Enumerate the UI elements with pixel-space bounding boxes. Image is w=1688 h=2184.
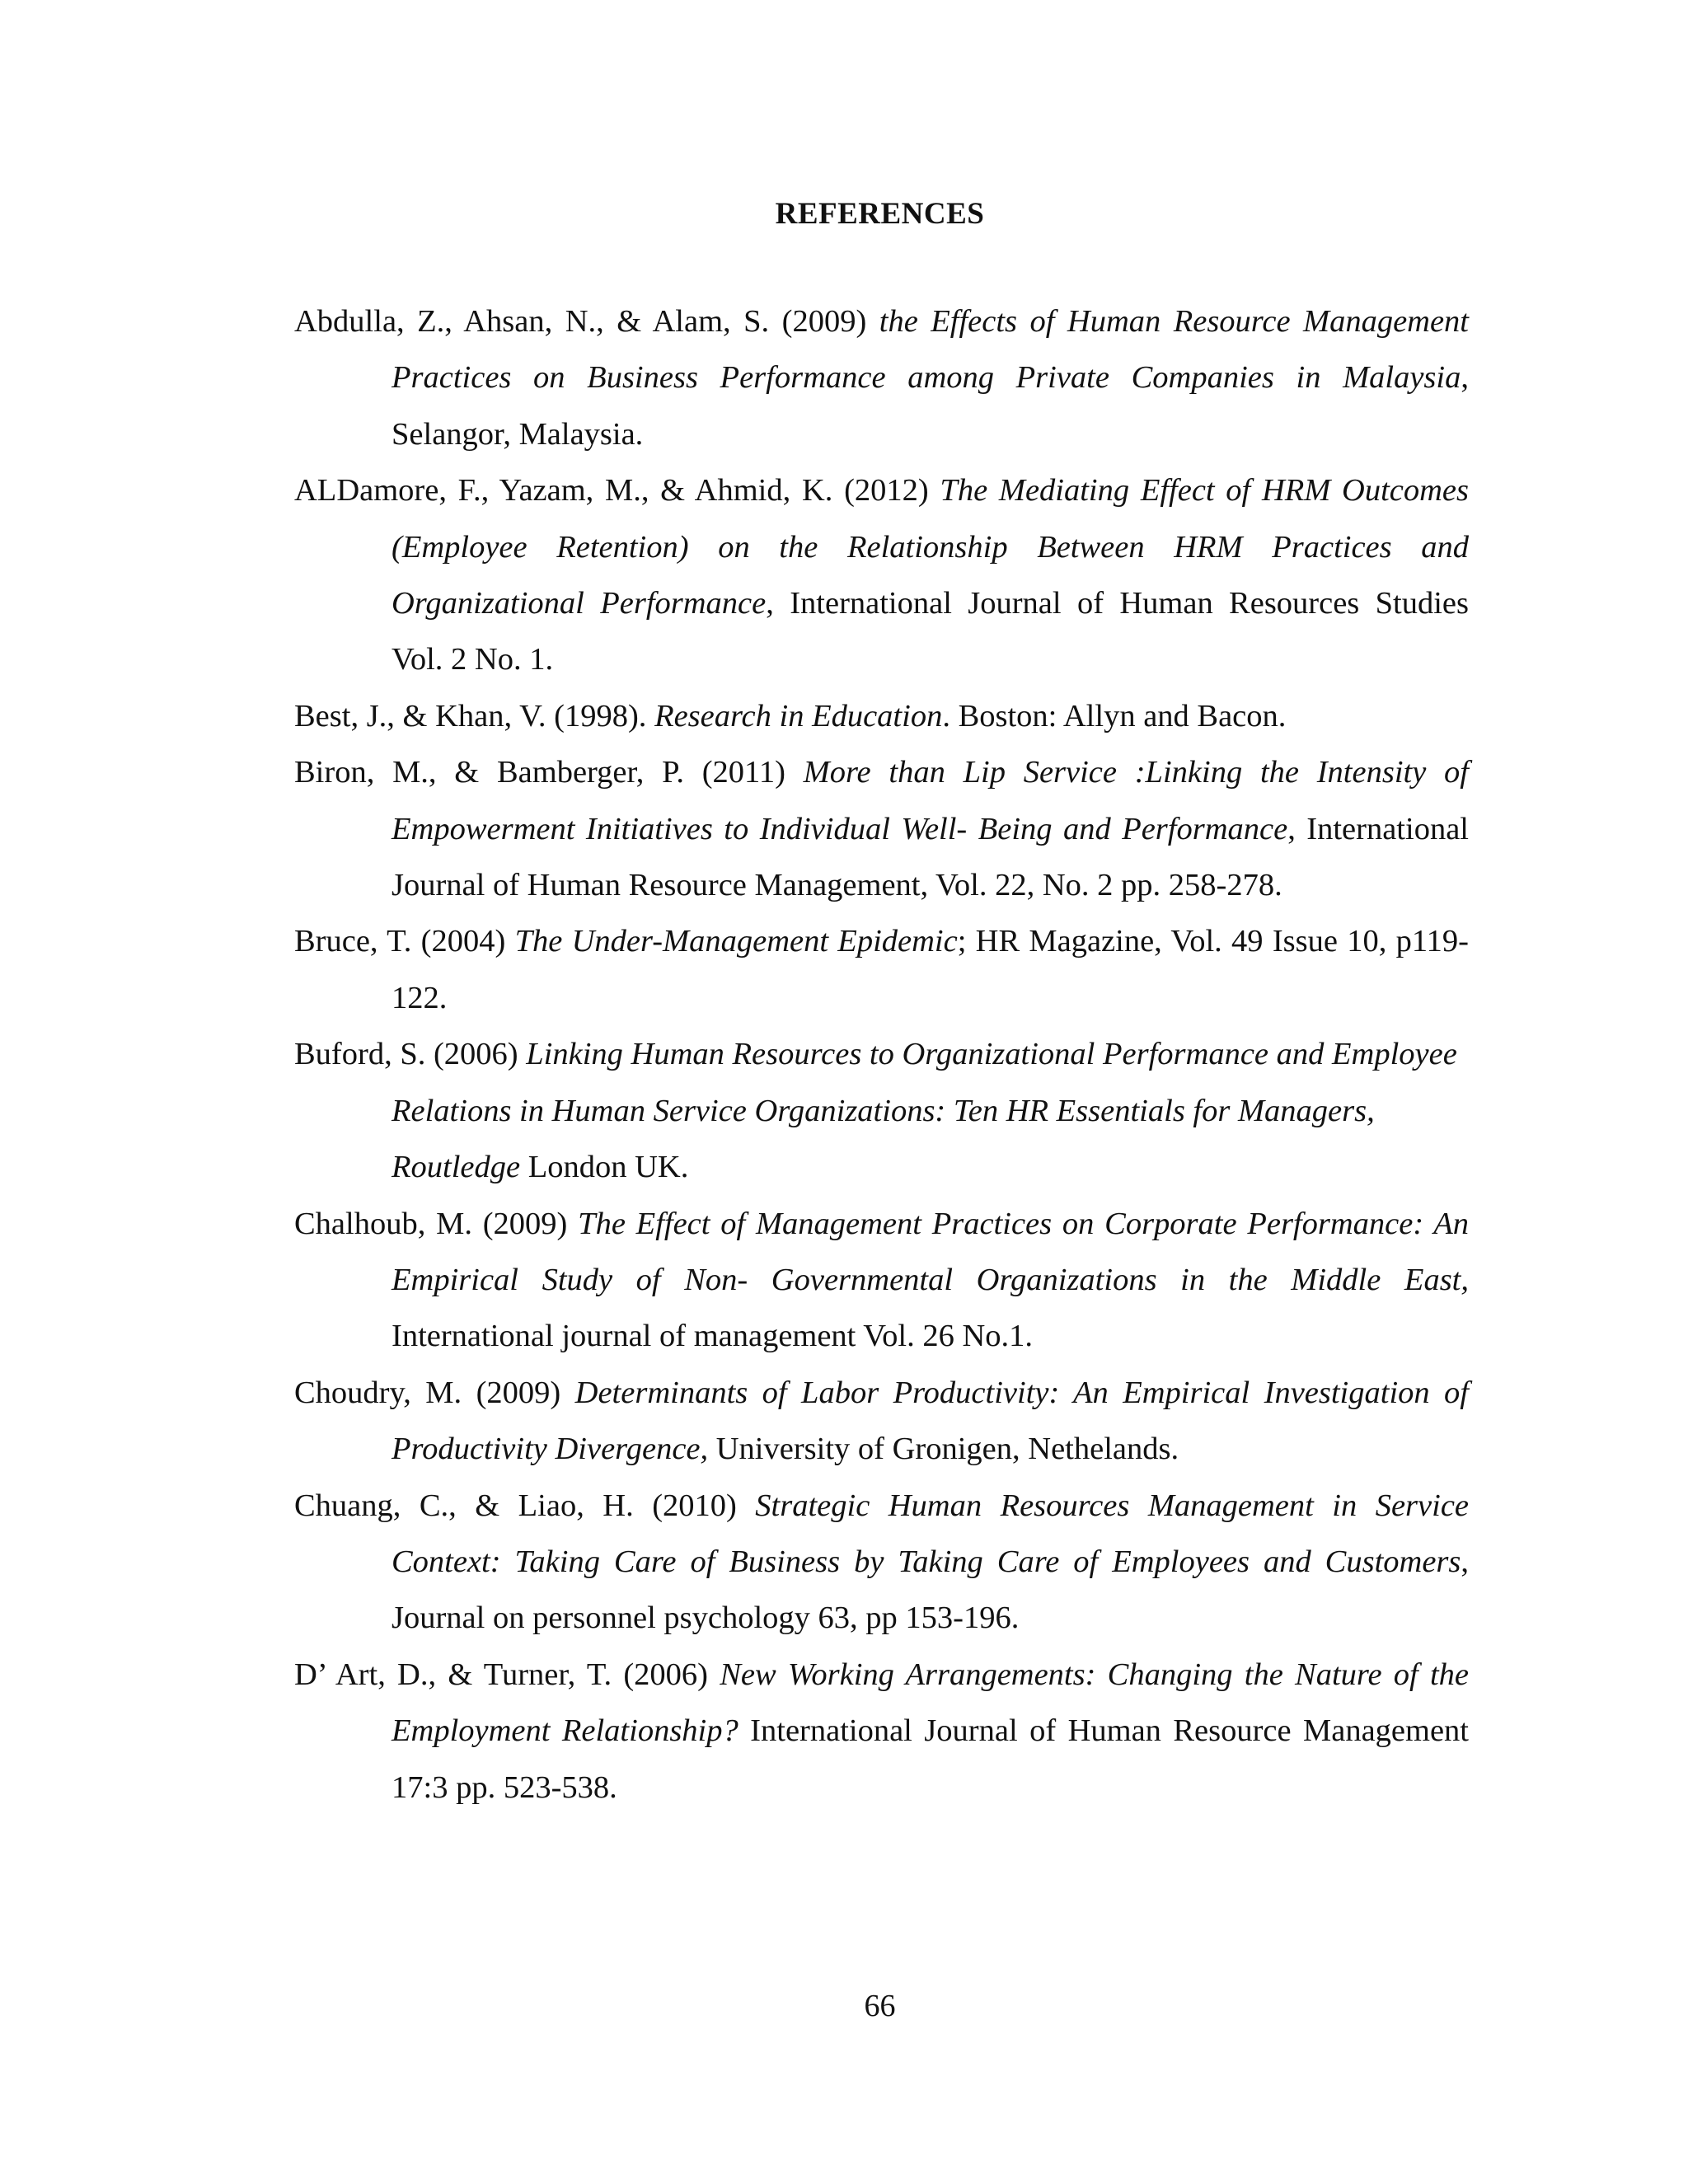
reference-entry — [294, 1647, 1469, 1816]
reference-title: New Working Arrangements: Changing the Nature of the Employment Relationship? — [392, 1657, 1469, 1749]
reference-source: International journal of management Vol. 26 No.1. — [392, 1319, 1034, 1354]
reference-authors: D’ Art, D., & Turner, T. (2006) — [294, 1657, 720, 1692]
reference-entry — [294, 1478, 1469, 1647]
reference-title: More than Lip Service :Linking the Intensity of Empowerment Initiatives to Individual Well- Being and Performance — [392, 755, 1469, 846]
reference-authors: Buford, S. (2006) — [294, 1037, 527, 1072]
reference-entry — [294, 913, 1469, 1026]
reference-authors: ALDamore, F., Yazam, M., & Ahmid, K. (2012) — [294, 473, 940, 509]
reference-list — [294, 293, 1469, 1816]
reference-source: , International Journal of Human Resources Studies Vol. 2 No. 1. — [392, 586, 1470, 677]
reference-entry — [294, 462, 1469, 688]
reference-entry — [294, 744, 1469, 913]
reference-source: , Selangor, Malaysia. — [392, 360, 1469, 452]
reference-authors: Chuang, C., & Liao, H. (2010) — [294, 1488, 756, 1523]
reference-authors: Chalhoub, M. (2009) — [294, 1206, 579, 1241]
reference-title: The Mediating Effect of HRM Outcomes (Employee Retention) on the Relationship Between HRM Practices and Organizational Performance — [392, 473, 1469, 621]
references-heading: REFERENCES — [775, 197, 985, 231]
reference-source: ; HR Magazine, Vol. 49 Issue 10, p119- 122. — [392, 924, 1469, 1015]
reference-title: Strategic Human Resources Management in Service Context: Taking Care of Business by Taking Care of Employees and Customers — [392, 1488, 1469, 1579]
reference-authors: Best, J., & Khan, V. (1998). — [294, 698, 655, 733]
reference-entry — [294, 293, 1469, 462]
reference-source: London UK. — [520, 1150, 689, 1185]
reference-source: , International Journal of Human Resource Management, Vol. 22, No. 2 pp. 258-278. — [392, 811, 1469, 903]
reference-source: . Boston: Allyn and Bacon. — [942, 698, 1287, 733]
reference-title: The Under-Management Epidemic — [514, 924, 958, 959]
reference-authors: Choudry, M. (2009) — [294, 1375, 575, 1410]
reference-entry — [294, 688, 1469, 744]
page-number: 66 — [864, 1989, 896, 2023]
reference-entry — [294, 1365, 1469, 1478]
reference-title: Research in Education — [654, 698, 943, 733]
reference-authors: Bruce, T. (2004) — [294, 924, 515, 959]
reference-title: the Effects of Human Resource Management Practices on Business Performance among Private Companies in Malaysia — [392, 304, 1469, 396]
reference-source: University of Gronigen, Nethelands. — [708, 1432, 1179, 1467]
reference-title: The Effect of Management Practices on Corporate Performance: An Empirical Study of Non- Governmental Organizations in the Middle East, — [392, 1206, 1470, 1297]
reference-entry — [294, 1196, 1469, 1365]
reference-title: Linking Human Resources to Organizational Performance and Employee Relations in Human Service Organizations: Ten HR Essentials for Managers, Routledge — [392, 1037, 1457, 1185]
reference-source: , Journal on personnel psychology 63, pp 153-196. — [392, 1544, 1469, 1636]
reference-entry — [294, 1026, 1469, 1195]
reference-title: Determinants of Labor Productivity: An Empirical Investigation of Productivity Divergence, — [392, 1375, 1470, 1467]
reference-authors: Biron, M., & Bamberger, P. (2011) — [294, 755, 804, 790]
reference-source: International Journal of Human Resource Management 17:3 pp. 523-538. — [392, 1713, 1469, 1805]
reference-authors: Abdulla, Z., Ahsan, N., & Alam, S. (2009) — [294, 304, 879, 339]
